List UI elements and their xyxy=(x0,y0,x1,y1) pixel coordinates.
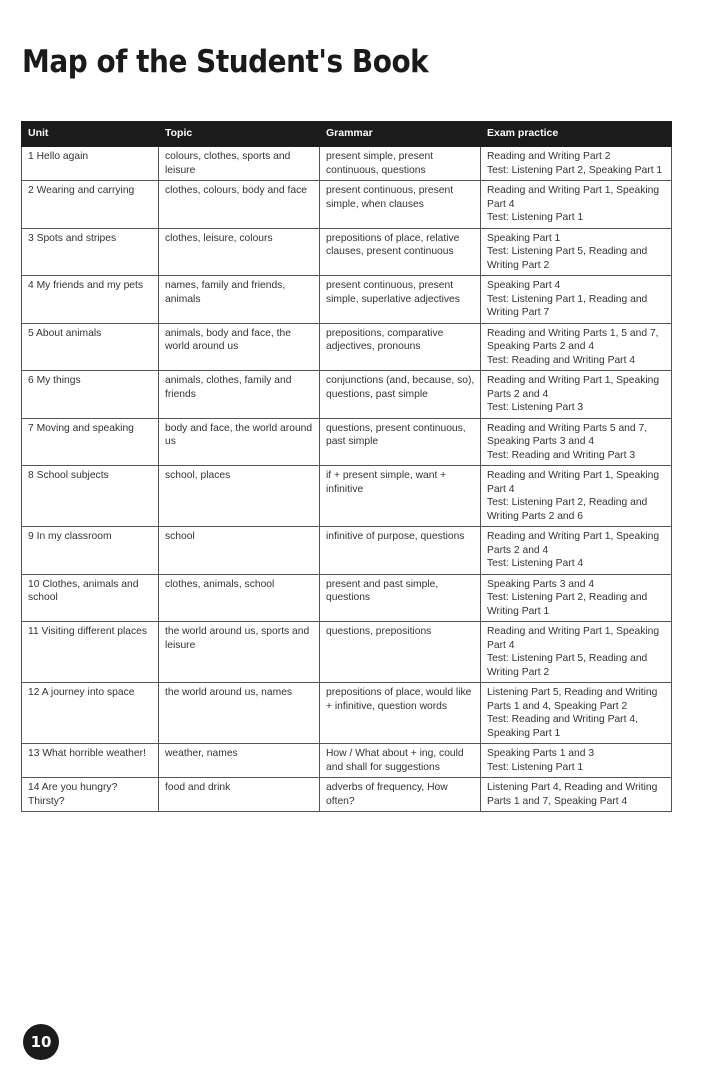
table-row xyxy=(22,181,672,229)
grammar-cell: adverbs of frequency, How often? xyxy=(320,778,481,812)
exam-practice-line: Test: Listening Part 3 xyxy=(487,402,584,413)
column-header-topic: Topic xyxy=(159,122,320,147)
grammar-cell: prepositions, comparative adjectives, pronouns xyxy=(320,323,481,371)
topic-cell: food and drink xyxy=(159,778,320,812)
exam-practice-line: Reading and Writing Part 1, Speaking Part 4 xyxy=(487,626,660,651)
exam-practice-line: Test: Reading and Writing Part 4 xyxy=(487,354,636,366)
table-row xyxy=(22,622,672,683)
exam-practice-line: Test: Listening Part 2, Reading and Writing Parts 2 and 6 xyxy=(487,497,648,522)
exam-practice-line: Test: Reading and Writing Part 4, Speaking Part 1 xyxy=(487,714,638,739)
table-row xyxy=(22,371,672,419)
topic-cell: weather, names xyxy=(159,744,320,778)
grammar-cell: present continuous, present simple, superlative adjectives xyxy=(320,276,481,324)
exam-practice-cell xyxy=(481,147,672,181)
table-row xyxy=(22,527,672,575)
exam-practice-line: Test: Listening Part 5, Reading and Writing Part 2 xyxy=(487,653,648,678)
grammar-cell: conjunctions (and, because, so), questions, past simple xyxy=(320,371,481,419)
topic-cell: clothes, colours, body and face xyxy=(159,181,320,229)
exam-practice-cell xyxy=(481,527,672,575)
table-row xyxy=(22,228,672,276)
exam-practice-line: Speaking Parts 1 and 3 xyxy=(487,748,595,759)
table-row xyxy=(22,744,672,778)
table-row xyxy=(22,276,672,324)
exam-practice-cell xyxy=(481,574,672,622)
topic-cell: animals, clothes, family and friends xyxy=(159,371,320,419)
exam-practice-cell xyxy=(481,181,672,229)
topic-cell: animals, body and face, the world around us xyxy=(159,323,320,371)
exam-practice-line: Speaking Part 4 xyxy=(487,280,561,291)
exam-practice-cell xyxy=(481,683,672,744)
exam-practice-line: Test: Listening Part 4 xyxy=(487,558,584,569)
table-row xyxy=(22,778,672,812)
topic-cell: clothes, animals, school xyxy=(159,574,320,622)
exam-practice-cell xyxy=(481,228,672,276)
exam-practice-line: Reading and Writing Parts 1, 5 and 7, Speaking Parts 2 and 4 xyxy=(487,327,659,352)
table-row xyxy=(22,574,672,622)
grammar-cell: present and past simple, questions xyxy=(320,574,481,622)
exam-practice-cell xyxy=(481,323,672,371)
exam-practice-line: Test: Listening Part 5, Reading and Writing Part 2 xyxy=(487,246,648,271)
unit-cell: 7 Moving and speaking xyxy=(22,418,159,466)
exam-practice-line: Reading and Writing Parts 5 and 7, Speaking Parts 3 and 4 xyxy=(487,422,648,447)
exam-practice-cell xyxy=(481,466,672,527)
exam-practice-line: Test: Reading and Writing Part 3 xyxy=(487,449,636,461)
exam-practice-line: Test: Listening Part 1 xyxy=(487,761,584,773)
unit-cell: 12 A journey into space xyxy=(22,683,159,744)
exam-practice-line: Reading and Writing Part 2 xyxy=(487,151,611,162)
unit-cell: 5 About animals xyxy=(22,323,159,371)
grammar-cell: prepositions of place, would like + infinitive, question words xyxy=(320,683,481,744)
exam-practice-cell xyxy=(481,418,672,466)
topic-cell: the world around us, names xyxy=(159,683,320,744)
topic-cell: names, family and friends, animals xyxy=(159,276,320,324)
exam-practice-line: Speaking Part 1 xyxy=(487,232,561,244)
unit-cell: 10 Clothes, animals and school xyxy=(22,574,159,622)
grammar-cell: prepositions of place, relative clauses, present continuous xyxy=(320,228,481,276)
exam-practice-line: Speaking Parts 3 and 4 xyxy=(487,578,595,590)
exam-practice-line: Test: Listening Part 1 xyxy=(487,212,584,223)
topic-cell: colours, clothes, sports and leisure xyxy=(159,147,320,181)
unit-cell: 11 Visiting different places xyxy=(22,622,159,683)
topic-cell: clothes, leisure, colours xyxy=(159,228,320,276)
exam-practice-cell xyxy=(481,622,672,683)
grammar-cell: if + present simple, want + infinitive xyxy=(320,466,481,527)
table-row xyxy=(22,147,672,181)
page-number-badge: 10 xyxy=(23,1024,59,1060)
grammar-cell: How / What about + ing, could and shall for suggestions xyxy=(320,744,481,778)
column-header-exam-practice: Exam practice xyxy=(481,122,672,147)
exam-practice-cell xyxy=(481,744,672,778)
unit-cell: 1 Hello again xyxy=(22,147,159,181)
grammar-cell: questions, prepositions xyxy=(320,622,481,683)
topic-cell: school xyxy=(159,527,320,575)
table-row xyxy=(22,683,672,744)
exam-practice-line: Reading and Writing Part 1, Speaking Part 4 xyxy=(487,185,660,210)
unit-cell: 9 In my classroom xyxy=(22,527,159,575)
exam-practice-line: Test: Listening Part 2, Speaking Part 1 xyxy=(487,164,663,176)
grammar-cell: infinitive of purpose, questions xyxy=(320,527,481,575)
exam-practice-line: Reading and Writing Part 1, Speaking Part 4 xyxy=(487,470,660,495)
unit-cell: 6 My things xyxy=(22,371,159,419)
topic-cell: the world around us, sports and leisure xyxy=(159,622,320,683)
exam-practice-cell xyxy=(481,778,672,812)
unit-cell: 8 School subjects xyxy=(22,466,159,527)
table-body xyxy=(22,147,672,812)
unit-cell: 3 Spots and stripes xyxy=(22,228,159,276)
page-title: Map of the Student's Book xyxy=(22,44,429,80)
grammar-cell: present continuous, present simple, when clauses xyxy=(320,181,481,229)
exam-practice-line: Reading and Writing Part 1, Speaking Parts 2 and 4 xyxy=(487,531,660,556)
table-row xyxy=(22,466,672,527)
topic-cell: school, places xyxy=(159,466,320,527)
unit-cell: 14 Are you hungry? Thirsty? xyxy=(22,778,159,812)
exam-practice-line: Test: Listening Part 1, Reading and Writing Part 7 xyxy=(487,293,648,318)
exam-practice-line: Reading and Writing Part 1, Speaking Parts 2 and 4 xyxy=(487,375,660,400)
column-header-unit: Unit xyxy=(22,122,159,147)
grammar-cell: present simple, present continuous, questions xyxy=(320,147,481,181)
exam-practice-line: Test: Listening Part 2, Reading and Writing Part 1 xyxy=(487,592,648,617)
grammar-cell: questions, present continuous, past simple xyxy=(320,418,481,466)
table-header-row xyxy=(22,122,672,147)
book-map-table xyxy=(21,121,672,812)
exam-practice-cell xyxy=(481,371,672,419)
exam-practice-line: Listening Part 5, Reading and Writing Parts 1 and 4, Speaking Part 2 xyxy=(487,687,658,712)
unit-cell: 13 What horrible weather! xyxy=(22,744,159,778)
table-row xyxy=(22,323,672,371)
topic-cell: body and face, the world around us xyxy=(159,418,320,466)
unit-cell: 4 My friends and my pets xyxy=(22,276,159,324)
table-row xyxy=(22,418,672,466)
unit-cell: 2 Wearing and carrying xyxy=(22,181,159,229)
exam-practice-line: Listening Part 4, Reading and Writing Parts 1 and 7, Speaking Part 4 xyxy=(487,782,658,807)
column-header-grammar: Grammar xyxy=(320,122,481,147)
exam-practice-cell xyxy=(481,276,672,324)
